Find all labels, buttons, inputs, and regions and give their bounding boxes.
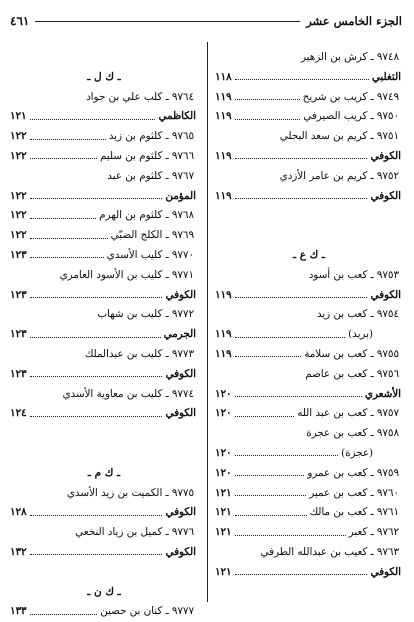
entry-text: ٩٧٦٨ ـ كلثوم بن الهرم [99,209,194,222]
blank-line [215,226,403,246]
entry-nisba-line [10,404,198,424]
leader-dots [235,396,362,397]
index-entry: ٩٧٦٧ ـ كلثوم بن عبد [107,169,194,182]
entry-text: الجرمي [163,328,196,341]
page-ref: ١٢٨ [10,506,27,519]
page-number: ٤٦١ [10,14,30,28]
leader-dots [235,337,346,338]
leader-dots [235,495,307,496]
blank-line [10,48,198,68]
index-entry [10,226,198,246]
index-entry: ٩٧٧١ ـ كليب بن الأسود العامري [59,268,194,281]
section-heading: ـ ك م ـ [87,466,121,479]
leader-dots [30,515,163,516]
index-entry [215,88,403,108]
section-heading: ـ ك ل ـ [87,70,121,83]
leader-dots [235,535,346,536]
index-entry: ٩٧٥٣ ـ كعب بن أسود [308,268,399,281]
entry-note-line [215,325,403,345]
index-entry: ٩٧٧٢ ـ كليب بن شهاب [97,308,194,321]
blank-line [10,424,198,444]
entry-text: ٩٧٦٦ ـ كلثوم بن سليم [99,149,194,162]
entry-text: المؤمن [165,189,196,202]
entry-text: (بريد) [348,328,373,341]
index-entry: ٩٧٧٣ ـ كليب بن عبدالملك [84,347,194,360]
entry-text: ٩٧٥٧ ـ كعب بن عبد الله [297,407,399,420]
leader-dots [235,356,302,357]
page-ref: ١٣٣ [10,605,27,618]
entry-nisba-line [10,187,198,207]
leader-dots [30,198,163,199]
index-entry [215,345,403,365]
entry-text: ٩٧٥٥ ـ كعب بن سلامة [304,347,399,360]
page-ref: ١٢١ [215,506,232,519]
leader-dots [235,198,368,199]
section-heading: ـ ك ن ـ [87,585,121,598]
page-ref: ١٢٠ [215,387,232,400]
entry-note-line [215,444,403,464]
blank-line [10,563,198,583]
page-ref: ١٢٠ [215,407,232,420]
leader-dots [235,158,368,159]
page-ref: ١٢٢ [10,130,27,143]
page-ref: ١٢٢ [10,189,27,202]
index-entry [215,484,403,504]
entry-nisba-line [10,325,198,345]
page-ref: ١٢١ [215,526,232,539]
blank-line [215,206,403,226]
page-ref: ١١٨ [215,70,232,83]
entry-text: ٩٧٦٥ ـ كلثوم بن زيد [108,130,194,143]
page-ref: ١٢٢ [10,209,27,222]
index-entry: ٩٧٦٤ ـ كلب علي بن جواد [86,90,194,103]
entry-nisba-line [10,107,198,127]
leader-dots [30,297,163,298]
leader-dots [30,158,97,159]
page-ref: ١٣٢ [10,545,27,558]
page-ref: ١١٩ [215,149,232,162]
entry-text: الكوفي [370,149,401,162]
running-title: الجزء الخامس عشر [306,14,402,28]
entry-text: ٩٧٧٧ ـ كنان بن حصين [100,605,194,618]
index-entry [10,246,198,266]
entry-text: ٩٧٦١ ـ كعب بن مالك [309,506,399,519]
leader-dots [30,614,98,615]
leader-dots [235,99,300,100]
leader-dots [30,238,108,239]
entry-nisba-line [10,543,198,563]
page-ref: ١١٩ [215,347,232,360]
index-entry: ٩٧٧٥ ـ الكميت بن زيد الأسدي [66,486,194,499]
column-divider [207,42,208,602]
page-ref: ١٢٢ [10,149,27,162]
leader-dots [30,218,97,219]
index-entry [215,107,403,127]
leader-dots [30,376,163,377]
index-entry [10,127,198,147]
leader-dots [30,337,161,338]
entry-text: الكوفي [370,189,401,202]
index-entry: ٩٧٧٦ ـ كميل بن زياد النخعي [75,526,194,539]
leader-dots [235,455,339,456]
leader-dots [235,515,307,516]
entry-text: الأشعري [364,387,401,400]
index-entry [215,404,403,424]
entry-nisba-line [215,286,403,306]
header-rule [35,21,300,22]
entry-text: الكوفي [165,288,196,301]
page-ref: ١٢٣ [10,367,27,380]
page-ref: ١١٩ [215,328,232,341]
index-entry [10,602,198,622]
entry-text: (عجزة) [341,446,373,459]
entry-nisba-line [215,187,403,207]
entry-text: ٩٧٥٩ ـ كعب بن عمرو [307,466,399,479]
page-ref: ١٢٢ [10,229,27,242]
index-entry: ٩٧٥٢ ـ كريم بن عامر الأزدي [279,169,399,182]
entry-text: الكاظمي [158,110,196,123]
index-entry [215,523,403,543]
leader-dots [30,119,156,120]
index-entry: ٩٧٥٤ ـ كعب بن زيد [316,308,399,321]
index-entry: ٩٧٦٣ ـ كعيب بن عبدالله الطرفي [260,545,399,558]
index-entry: ٩٧٥١ ـ كريم بن سعد البجلي [279,130,399,143]
page-ref: ١١٩ [215,110,232,123]
index-entry: ٩٧٤٨ ـ كرش بن الزهير [301,51,399,63]
leader-dots [30,416,163,417]
index-column-right [215,48,403,583]
leader-dots [235,119,301,120]
index-entry [10,147,198,167]
entry-text: الكوفي [370,288,401,301]
entry-nisba-line [215,563,403,583]
leader-dots [235,574,368,575]
entry-text: التغلبي [371,70,401,83]
index-entry: ٩٧٥٨ ـ كعب بن عجرة [306,427,399,440]
leader-dots [235,79,369,80]
entry-text: الكوفي [165,367,196,380]
page-ref: ١٢١ [215,486,232,499]
leader-dots [235,297,368,298]
entry-text: الكوفي [165,506,196,519]
page-ref: ١١٩ [215,189,232,202]
page-ref: ١٢٣ [10,248,27,261]
leader-dots [235,416,295,417]
index-entry: ٩٧٧٤ ـ كليب بن معاوية الأسدي [62,387,194,400]
entry-text: ٩٧٧٠ ـ كليب الأسدي [106,248,194,261]
entry-nisba-line [10,365,198,385]
section-heading: ـ ك ع ـ [292,248,326,261]
entry-nisba-line [10,503,198,523]
entry-text: ٩٧٤٩ ـ كريب بن شريح [302,90,399,103]
index-column-left [10,48,198,622]
index-entry: ٩٧٥٦ ـ كعب بن عاصم [305,367,399,380]
page-ref: ١٢٤ [10,407,27,420]
entry-text: ٩٧٥٠ ـ كريب الصيرفي [303,110,399,123]
entry-nisba-line [215,385,403,405]
page-ref: ١٢٠ [215,466,232,479]
entry-text: الكوفي [165,407,196,420]
entry-text: ٩٧٦٠ ـ كعب بن عمير [309,486,399,499]
page-ref: ١٢١ [10,110,27,123]
entry-text: ٩٧٦٩ ـ الكلج الضبّي [110,229,194,242]
index-entry [215,464,403,484]
entry-text: ٩٧٦٢ ـ كعبر [348,526,399,539]
blank-line [10,444,198,464]
page-ref: ١١٩ [215,288,232,301]
leader-dots [30,257,104,258]
entry-nisba-line [215,68,403,88]
page-ref: ١٢٣ [10,288,27,301]
entry-nisba-line [215,147,403,167]
leader-dots [30,554,163,555]
page-ref: ١٢١ [215,565,232,578]
page-header [10,10,402,32]
leader-dots [235,475,305,476]
page-ref: ١٢٠ [215,446,232,459]
index-entry [10,206,198,226]
entry-nisba-line [10,286,198,306]
entry-text: الكوفي [370,565,401,578]
page-ref: ١١٩ [215,90,232,103]
leader-dots [30,139,106,140]
index-entry [215,503,403,523]
entry-text: الكوفي [165,545,196,558]
page-ref: ١٢٣ [10,328,27,341]
